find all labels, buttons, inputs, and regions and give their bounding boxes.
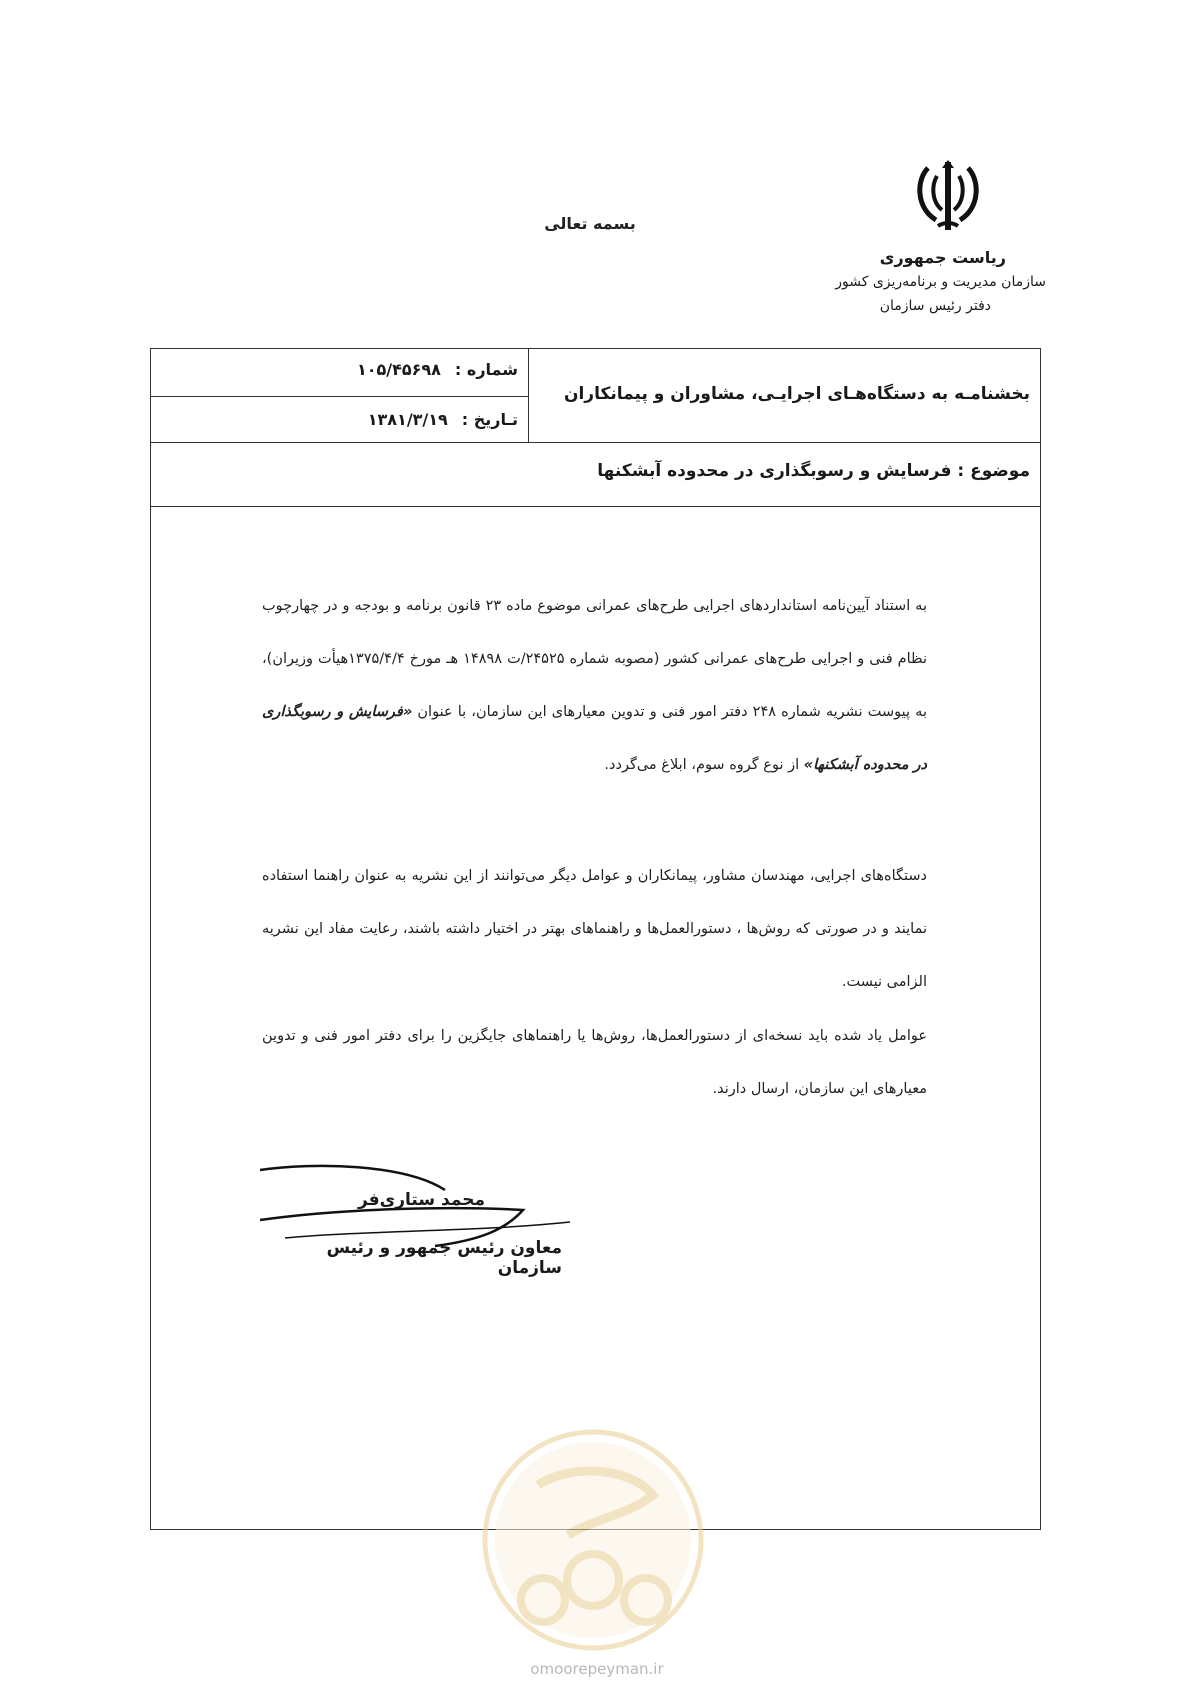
publication-title: «فرسایش و رسوبگذاری در محدوده آبشکنها» bbox=[262, 704, 927, 773]
divider bbox=[528, 348, 529, 442]
org-management: سازمان مدیریت و برنامه‌ریزی کشور bbox=[835, 274, 1046, 290]
paragraph-text: از نوع گروه سوم، ابلاغ می‌گردد. bbox=[604, 757, 800, 773]
signatory-title: معاون رئیس جمهور و رئیس سازمان bbox=[326, 1238, 562, 1278]
subject: موضوع : فرسایش و رسوبگذاری در محدوده آبشکنها bbox=[597, 461, 1030, 481]
body-paragraph bbox=[262, 580, 927, 792]
org-header bbox=[746, 246, 1046, 318]
number-value: ۱۰۵/۴۵۶۹۸ bbox=[356, 360, 441, 379]
org-presidency: ریاست جمهوری bbox=[879, 248, 1006, 267]
divider bbox=[150, 442, 1041, 443]
website-watermark: omoorepeyman.ir bbox=[530, 1660, 664, 1678]
omoorepeyman-logo-icon bbox=[478, 1425, 708, 1655]
letter-date bbox=[160, 410, 518, 429]
number-label: شماره : bbox=[454, 360, 518, 379]
bismillah-heading: بسمه تعالی bbox=[544, 214, 636, 233]
divider bbox=[150, 396, 528, 397]
body-paragraph: عوامل یاد شده باید نسخه‌ای از دستورالعمل‌ها، روش‌ها یا راهنماهای جایگزین را برای دفتر امور فنی و تدوین معیارهای این سازمان، ارسال دارند. bbox=[262, 1028, 927, 1097]
date-label: تـاریخ : bbox=[461, 410, 518, 429]
org-office: دفتر رئیس سازمان bbox=[879, 298, 991, 314]
signatory-name: محمد ستاری‌فر bbox=[357, 1190, 485, 1210]
recipients: بخشنامـه به دستگاه‌هـای اجرایـی، مشاوران و پیمانکاران bbox=[563, 384, 1030, 404]
letter-number bbox=[160, 360, 518, 379]
iran-emblem-icon bbox=[912, 158, 984, 236]
divider bbox=[150, 506, 1041, 507]
paragraph-text: به استناد آیین‌نامه استانداردهای اجرایی طرح‌های عمرانی موضوع ماده ۲۳ قانون برنامه و بودجه و در چهارچوب نظام فنی و اجرایی طرح‌های عمرانی کشور (مصوبه شماره ۲۴۵۲۵/ت ۱۴۸۹۸ هـ مورخ ۱۳۷۵/۴/۴هیأت وزیران)، به پیوست نشریه شماره ۲۴۸ دفتر امور فنی و تدوین معیارهای این سازمان، با عنوان bbox=[262, 598, 927, 720]
body-paragraph: دستگاه‌های اجرایی، مهندسان مشاور، پیمانکاران و عوامل دیگر می‌توانند از این نشریه به عنوان راهنما استفاده نمایند و در صورتی که روش‌ها ، دستورالعمل‌ها و راهنماهای بهتر در اختیار داشته باشند، رعایت مفاد این نشریه الزامی نیست. bbox=[262, 868, 927, 990]
date-value: ۱۳۸۱/۳/۱۹ bbox=[367, 410, 448, 429]
